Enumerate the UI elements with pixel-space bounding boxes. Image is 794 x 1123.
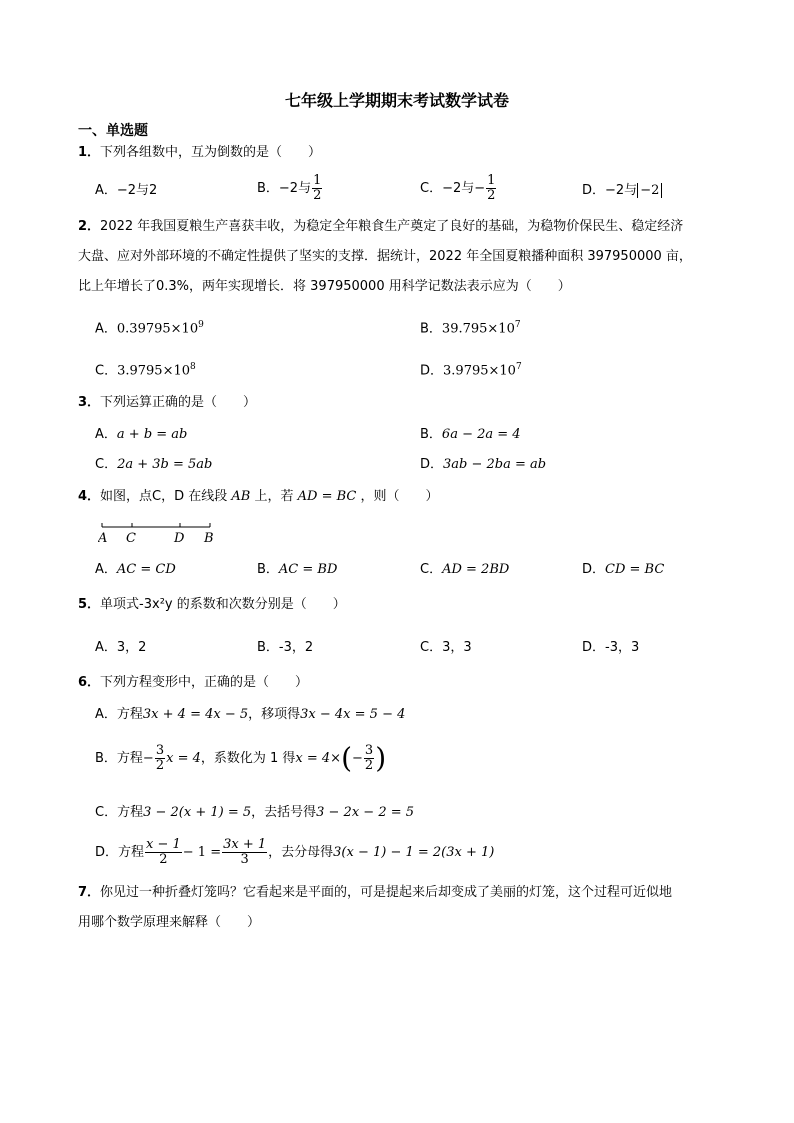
exponent: 7 — [515, 362, 522, 372]
numerator: 3x + 1 — [223, 837, 267, 852]
option-value: 2a + 3b = 5ab — [117, 457, 213, 472]
q1-option-b — [257, 174, 323, 203]
option-value: CD = BC — [605, 562, 665, 577]
fraction — [312, 174, 322, 203]
option-value: 3.9795×10 — [443, 363, 516, 379]
question-stem: 下列运算正确的是（ ） — [100, 395, 257, 410]
question-3 — [78, 392, 256, 414]
q6-option-c — [95, 802, 414, 824]
denominator: 2 — [487, 188, 496, 203]
question-number: 5． — [78, 597, 101, 612]
option-label: A． — [95, 427, 117, 442]
fraction — [364, 744, 374, 773]
q4-option-d — [582, 559, 664, 581]
q6-option-a — [95, 704, 405, 726]
equation-middle: − 1 = — [182, 845, 222, 860]
fraction — [222, 838, 267, 867]
point-label-d: D — [174, 531, 185, 546]
stem-text: 如图，点C，D 在线段 — [100, 489, 228, 504]
option-label: C． — [95, 457, 118, 472]
q2-option-c — [95, 356, 196, 382]
question-number: 7． — [78, 885, 101, 900]
q3-option-b — [420, 424, 521, 446]
minus-sign: − — [142, 751, 154, 766]
option-label: B．−2与 — [257, 181, 312, 196]
option-label: B． — [257, 562, 279, 577]
result: 3(x − 1) − 1 = 2(3x + 1) — [333, 845, 495, 860]
question-line-2: 用哪个数学原理来解释（ ） — [78, 915, 261, 930]
option-label: A．方程 — [95, 707, 143, 722]
question-number: 3． — [78, 395, 101, 410]
option-label: C．方程 — [95, 805, 144, 820]
question-4 — [78, 486, 439, 508]
equation: 3x + 4 = 4x − 5 — [142, 707, 249, 722]
section-heading-single-choice: 一、单选题 — [78, 123, 148, 139]
option-label: D． — [420, 363, 444, 379]
denominator: 2 — [155, 758, 165, 773]
q4-option-a — [95, 559, 176, 581]
option-label: A． — [95, 321, 117, 337]
condition: AD = BC — [297, 489, 357, 504]
option-value: 3ab − 2ba = ab — [443, 457, 547, 472]
question-2 — [78, 216, 718, 298]
option-label: C． — [95, 363, 118, 379]
point-label-a: A — [98, 531, 108, 546]
question-number: 1． — [78, 145, 101, 160]
exponent: 7 — [514, 320, 521, 330]
option-value: 39.795×10 — [441, 321, 515, 337]
question-line-1: 你见过一种折叠灯笼吗？它看起来是平面的，可是提起来后却变成了美丽的灯笼，这个过程可近似地 — [100, 885, 673, 900]
question-number: 6． — [78, 675, 101, 690]
denominator: 2 — [159, 852, 168, 867]
stem-text: ，则（ ） — [360, 489, 439, 504]
question-6 — [78, 672, 308, 694]
question-number: 4． — [78, 489, 101, 504]
exponent: 8 — [190, 362, 196, 372]
point-label-b: B — [204, 531, 214, 546]
question-1 — [78, 142, 321, 164]
q2-option-a — [95, 314, 204, 340]
numerator: 3 — [364, 743, 374, 758]
question-stem: 下列各组数中，互为倒数的是（ ） — [100, 145, 322, 160]
q3-option-d — [420, 454, 546, 476]
q4-option-c — [420, 559, 509, 581]
equation: 3 − 2(x + 1) = 5 — [143, 805, 252, 820]
q6-option-d — [95, 838, 494, 867]
line-segment-diagram — [98, 520, 228, 550]
point-label-c: C — [126, 531, 136, 546]
numerator: 1 — [313, 173, 322, 188]
question-stem: 下列方程变形中，正确的是（ ） — [100, 675, 309, 690]
exam-title: 七年级上学期期末考试数学试卷 — [284, 91, 509, 110]
result: 3 − 2x − 2 = 5 — [316, 805, 415, 820]
option-label: C．−2与− — [420, 181, 486, 196]
numerator: 3 — [155, 743, 165, 758]
question-stem: 单项式-3x²y 的系数和次数分别是（ ） — [100, 597, 346, 612]
q3-option-a — [95, 424, 187, 446]
q1-option-d — [582, 180, 662, 202]
q1-option-a: A．−2与2 — [95, 183, 158, 198]
question-5 — [78, 594, 346, 616]
minus-sign: − — [352, 751, 363, 766]
question-line-1: 2022 年我国夏粮生产喜获丰收，为稳定全年粮食生产奠定了良好的基础，为稳物价保民生、稳定经济 — [100, 219, 684, 234]
denominator: 2 — [364, 758, 374, 773]
option-label: D． — [420, 457, 444, 472]
q1-option-c — [420, 174, 497, 203]
option-value: a + b = ab — [116, 427, 188, 442]
option-label: B．方程 — [95, 751, 143, 766]
option-label: A． — [95, 562, 117, 577]
left-paren: ( — [341, 741, 353, 775]
option-label: D． — [582, 562, 606, 577]
q2-option-d — [420, 356, 522, 382]
transform-text: ，去括号得 — [251, 805, 317, 820]
option-value: AC = BD — [278, 562, 338, 577]
option-label: B． — [420, 321, 442, 337]
numerator: x − 1 — [146, 837, 181, 852]
fraction — [486, 174, 496, 203]
exponent: 9 — [198, 320, 204, 330]
fraction — [155, 744, 165, 773]
option-value: 3.9795×10 — [117, 363, 190, 379]
right-paren: ) — [375, 741, 387, 775]
q5-option-b: B．-3，2 — [257, 640, 314, 655]
q5-option-c: C．3，3 — [420, 640, 472, 655]
result: x = 4× — [295, 751, 342, 766]
stem-text: 上，若 — [254, 489, 294, 504]
question-number: 2． — [78, 219, 101, 234]
denominator: 2 — [313, 188, 322, 203]
result: 3x − 4x = 5 − 4 — [300, 707, 406, 722]
option-value: AC = CD — [116, 562, 176, 577]
question-7 — [78, 882, 728, 934]
question-line-3: 比上年增长了0.3%，两年实现增长．将 397950000 用科学记数法表示应为（ ） — [78, 279, 571, 294]
option-value: 6a − 2a = 4 — [441, 427, 521, 442]
option-label: D．−2与 — [582, 183, 638, 198]
equation: x = 4 — [166, 751, 201, 766]
q5-option-d: D．-3，3 — [582, 640, 640, 655]
option-label: D．方程 — [95, 845, 145, 860]
transform-text: ，去分母得 — [268, 845, 334, 860]
q5-option-a: A．3，2 — [95, 640, 147, 655]
absolute-value: −2 — [637, 183, 662, 198]
q6-option-b — [95, 741, 387, 775]
denominator: 3 — [240, 852, 249, 867]
option-value: AD = 2BD — [442, 562, 510, 577]
q3-option-c — [95, 454, 212, 476]
transform-text: ，系数化为 1 得 — [200, 751, 296, 766]
q4-option-b — [257, 559, 337, 581]
option-label: C． — [420, 562, 443, 577]
segment-name: AB — [231, 489, 251, 504]
fraction — [145, 838, 182, 867]
q2-option-b — [420, 314, 521, 340]
transform-text: ，移项得 — [248, 707, 301, 722]
option-value: 0.39795×10 — [116, 321, 199, 337]
question-line-2: 大盘、应对外部环境的不确定性提供了坚实的支撑．据统计，2022 年全国夏粮播种面积 397950000 亩， — [78, 249, 692, 264]
option-label: B． — [420, 427, 442, 442]
numerator: 1 — [487, 173, 496, 188]
